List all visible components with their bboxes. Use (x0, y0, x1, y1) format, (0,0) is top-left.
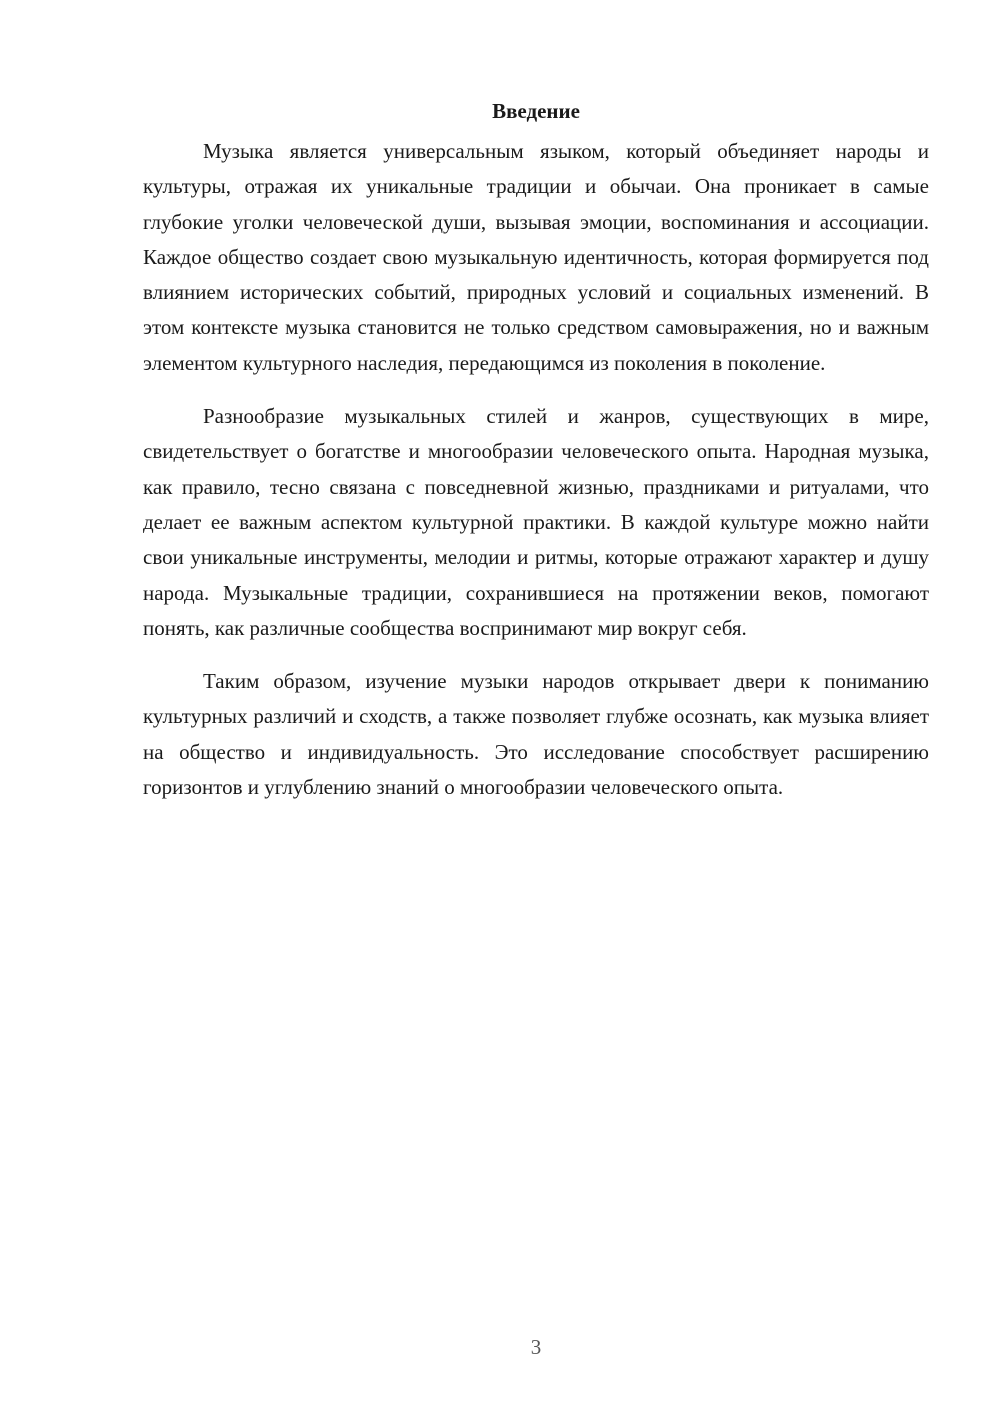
paragraph-3: Таким образом, изучение музыки народов открывает двери к пониманию культурных различий и сходств, а также позволяет глубже осознать, как музыка влияет на общество и индивидуальность. Это исследование способствует расширению горизонтов и углублению знаний о многообразии человеческого опыта. (143, 669, 929, 800)
page-number: 3 (530, 1335, 542, 1359)
page-content (143, 96, 929, 823)
section-title: Введение (492, 99, 580, 123)
paragraph-2: Разнообразие музыкальных стилей и жанров, существующих в мире, свидетельствует о богатстве и многообразии человеческого опыта. Народная музыка, как правило, тесно связана с повседневной жизнью, праздниками и ритуалами, что делает ее важным аспектом культурной практики. В каждой культуре можно найти свои уникальные инструменты, мелодии и ритмы, которые отражают характер и душу народа. Музыкальные традиции, сохранившиеся на протяжении веков, помогают понять, как различные сообщества воспринимают мир вокруг себя. (143, 404, 929, 640)
paragraph-1: Музыка является универсальным языком, который объединяет народы и культуры, отражая их уникальные традиции и обычаи. Она проникает в самые глубокие уголки человеческой души, вызывая эмоции, воспоминания и ассоциации. Каждое общество создает свою музыкальную идентичность, которая формируется под влиянием исторических событий, природных условий и социальных изменений. В этом контексте музыка становится не только средством самовыражения, но и важным элементом культурного наследия, передающимся из поколения в поколение. (143, 139, 929, 375)
